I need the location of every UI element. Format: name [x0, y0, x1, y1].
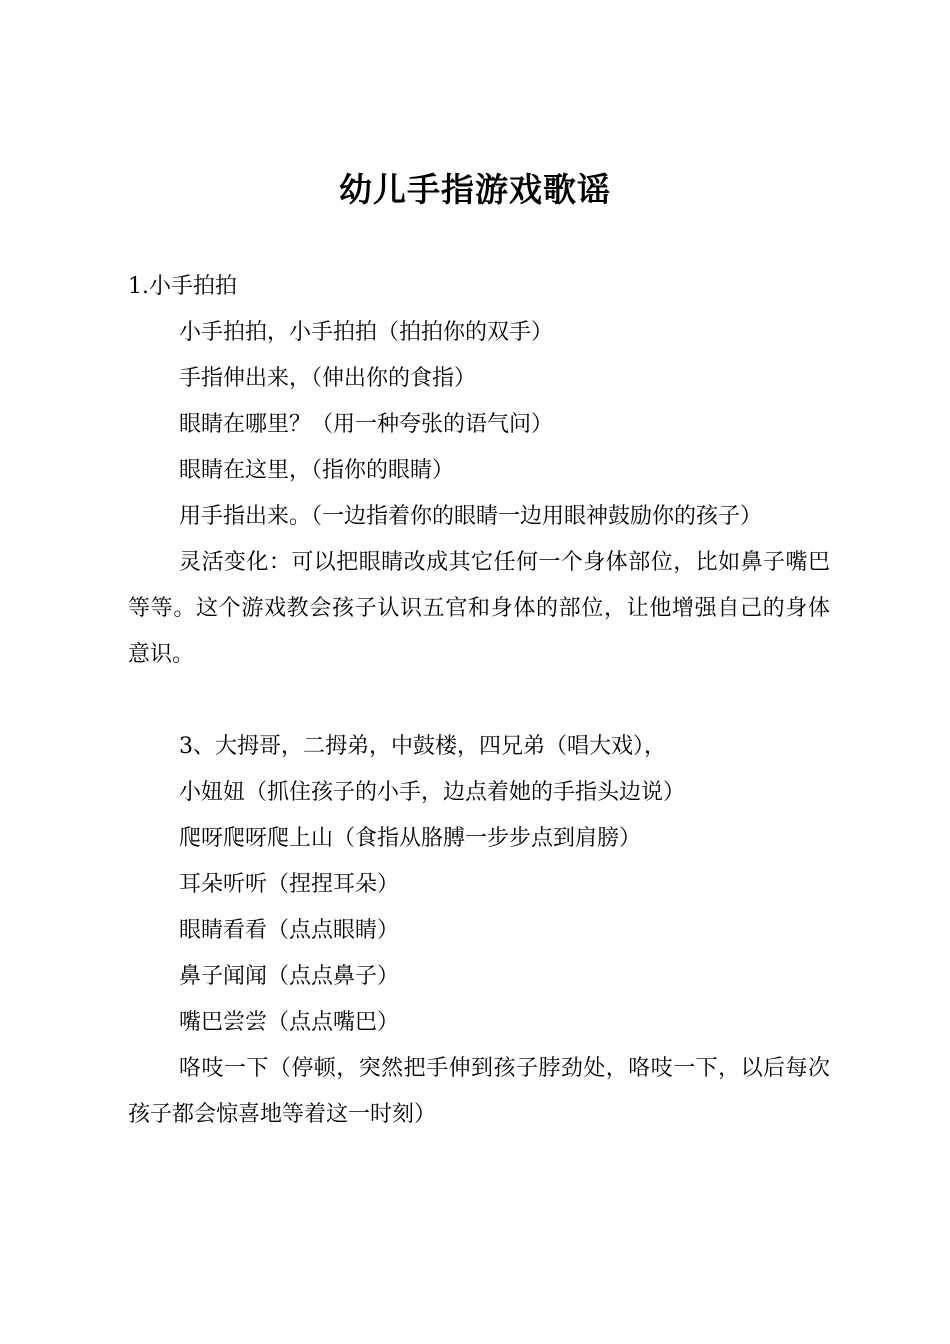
rhyme-line: 眼睛看看（点点眼睛） — [179, 918, 400, 943]
rhyme-line: 鼻子闻闻（点点鼻子） — [179, 964, 400, 989]
rhyme-line: 眼睛在哪里？（用一种夸张的语气问） — [179, 412, 554, 437]
section-heading: 1.小手拍拍 — [128, 274, 237, 299]
rhyme-line: 3、大拇哥，二拇弟，中鼓楼，四兄弟（唱大戏）， — [179, 734, 666, 759]
rhyme-paragraph: 用手指出来。（一边指着你的眼睛一边用眼神鼓励你的孩子） — [179, 504, 763, 529]
document-body — [128, 264, 830, 1138]
rhyme-line: 小手拍拍，小手拍拍（拍拍你的双手） — [179, 320, 554, 345]
rhyme-line: 小妞妞（抓住孩子的小手，边点着她的手指头边说） — [179, 780, 686, 805]
rhyme-paragraph: 咯吱一下（停顿，突然把手伸到孩子脖劲处，咯吱一下，以后每次孩子都会惊喜地等着这一时刻） — [128, 1056, 830, 1127]
rhyme-line: 爬呀爬呀爬上山（食指从胳膊一步步点到肩膀） — [179, 826, 642, 851]
rhyme-line: 嘴巴尝尝（点点嘴巴） — [179, 1010, 400, 1035]
variation-note: 灵活变化：可以把眼睛改成其它任何一个身体部位，比如鼻子嘴巴等等。这个游戏教会孩子认识五官和身体的部位，让他增强自己的身体意识。 — [128, 550, 830, 667]
rhyme-line: 手指伸出来，（伸出你的食指） — [179, 366, 477, 391]
section-spacer — [128, 678, 830, 724]
rhyme-line: 耳朵听听（捏捏耳朵） — [179, 872, 400, 897]
rhyme-line: 眼睛在这里，（指你的眼睛） — [179, 458, 455, 483]
document-title: 幼儿手指游戏歌谣 — [339, 170, 611, 209]
